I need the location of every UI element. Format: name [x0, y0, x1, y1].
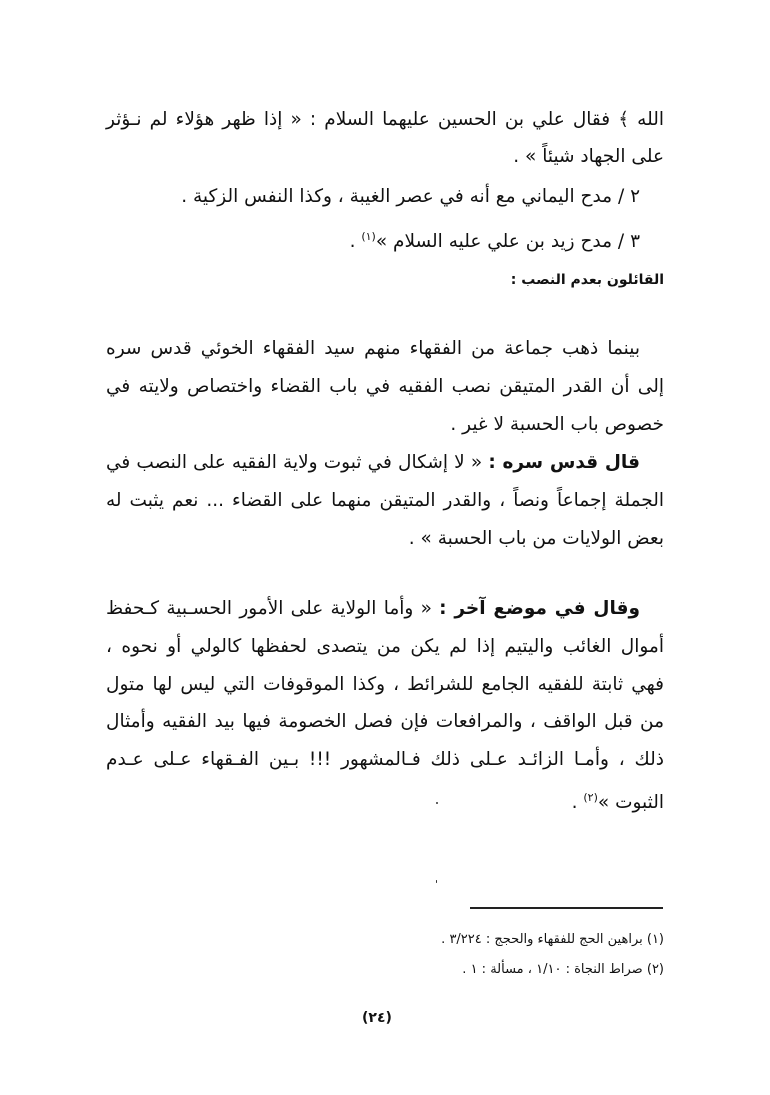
- section-heading: القائلون بعدم النصب :: [510, 272, 664, 288]
- footnote-ref: (١): [361, 230, 376, 243]
- body-line: بينما ذهب جماعة من الفقهاء منهم سيد الفقهاء الخوئي قدس سره: [106, 338, 640, 359]
- body-text: الثبوت »: [597, 792, 664, 814]
- quote-text: « وأما الولاية على الأمور الحسـبية كـحفظ: [106, 598, 440, 619]
- quote-lead: وقال في موضع آخر :: [439, 598, 640, 619]
- body-line: أموال الغائب واليتيم إذا لم يكن من يتصدى لحفظها كالولي أو نحوه ،: [106, 636, 664, 657]
- body-line: خصوص باب الحسبة لا غير .: [450, 414, 664, 435]
- body-line: بعض الولايات من باب الحسبة » .: [408, 528, 664, 549]
- body-line: على الجهاد شيئاً » .: [513, 146, 664, 167]
- footnote-divider: [470, 907, 663, 909]
- list-item: ٢ / مدح اليماني مع أنه في عصر الغيبة ، وكذا النفس الزكية .: [181, 186, 640, 207]
- body-line: إلى أن القدر المتيقن نصب الفقيه في باب القضاء واختصاص ولايته في: [106, 376, 664, 397]
- list-item-text: ٣ / مدح زيد بن علي عليه السلام »: [375, 231, 640, 253]
- body-line: [106, 448, 640, 478]
- punctuation: .: [349, 231, 362, 253]
- punctuation: .: [571, 792, 584, 814]
- page-number: (٢٤): [362, 1010, 392, 1026]
- list-item: [106, 222, 640, 257]
- quote-text: « لا إشكال في ثبوت ولاية الفقيه على النصب في: [106, 452, 489, 473]
- footnote-ref: (٢): [583, 791, 598, 804]
- body-line: ذلك ، وأمـا الزائـد عـلى ذلك فـالمشهور !!! بـين الفـقهاء عـلى عـدم: [106, 749, 664, 770]
- body-line: فهي ثابتة للفقيه الجامع للشرائط ، وكذا الموقوفات التي ليس لها متول: [106, 674, 664, 695]
- body-line: [106, 594, 640, 624]
- print-speck: [436, 880, 437, 883]
- body-line: من قبل الواقف ، والمرافعات فإن فصل الخصومة فيها بيد الفقيه وأمثال: [106, 711, 664, 732]
- body-line: الله ﴾ فقال علي بن الحسين عليهما السلام : « إذا ظهر هؤلاء لم نـؤثر: [106, 109, 664, 130]
- footnote: (٢) صراط النجاة : ١/١٠ ، مسألة : ١ .: [462, 962, 664, 977]
- footnote: (١) براهين الحج للفقهاء والحجج : ٣/٢٢٤ .: [441, 932, 664, 947]
- quote-lead: قال قدس سره :: [488, 452, 640, 473]
- body-line: [106, 783, 664, 818]
- body-line: الجملة إجماعاً ونصاً ، والقدر المتيقن منهما على القضاء ... نعم يثبت له: [106, 490, 664, 511]
- print-speck: [436, 802, 438, 804]
